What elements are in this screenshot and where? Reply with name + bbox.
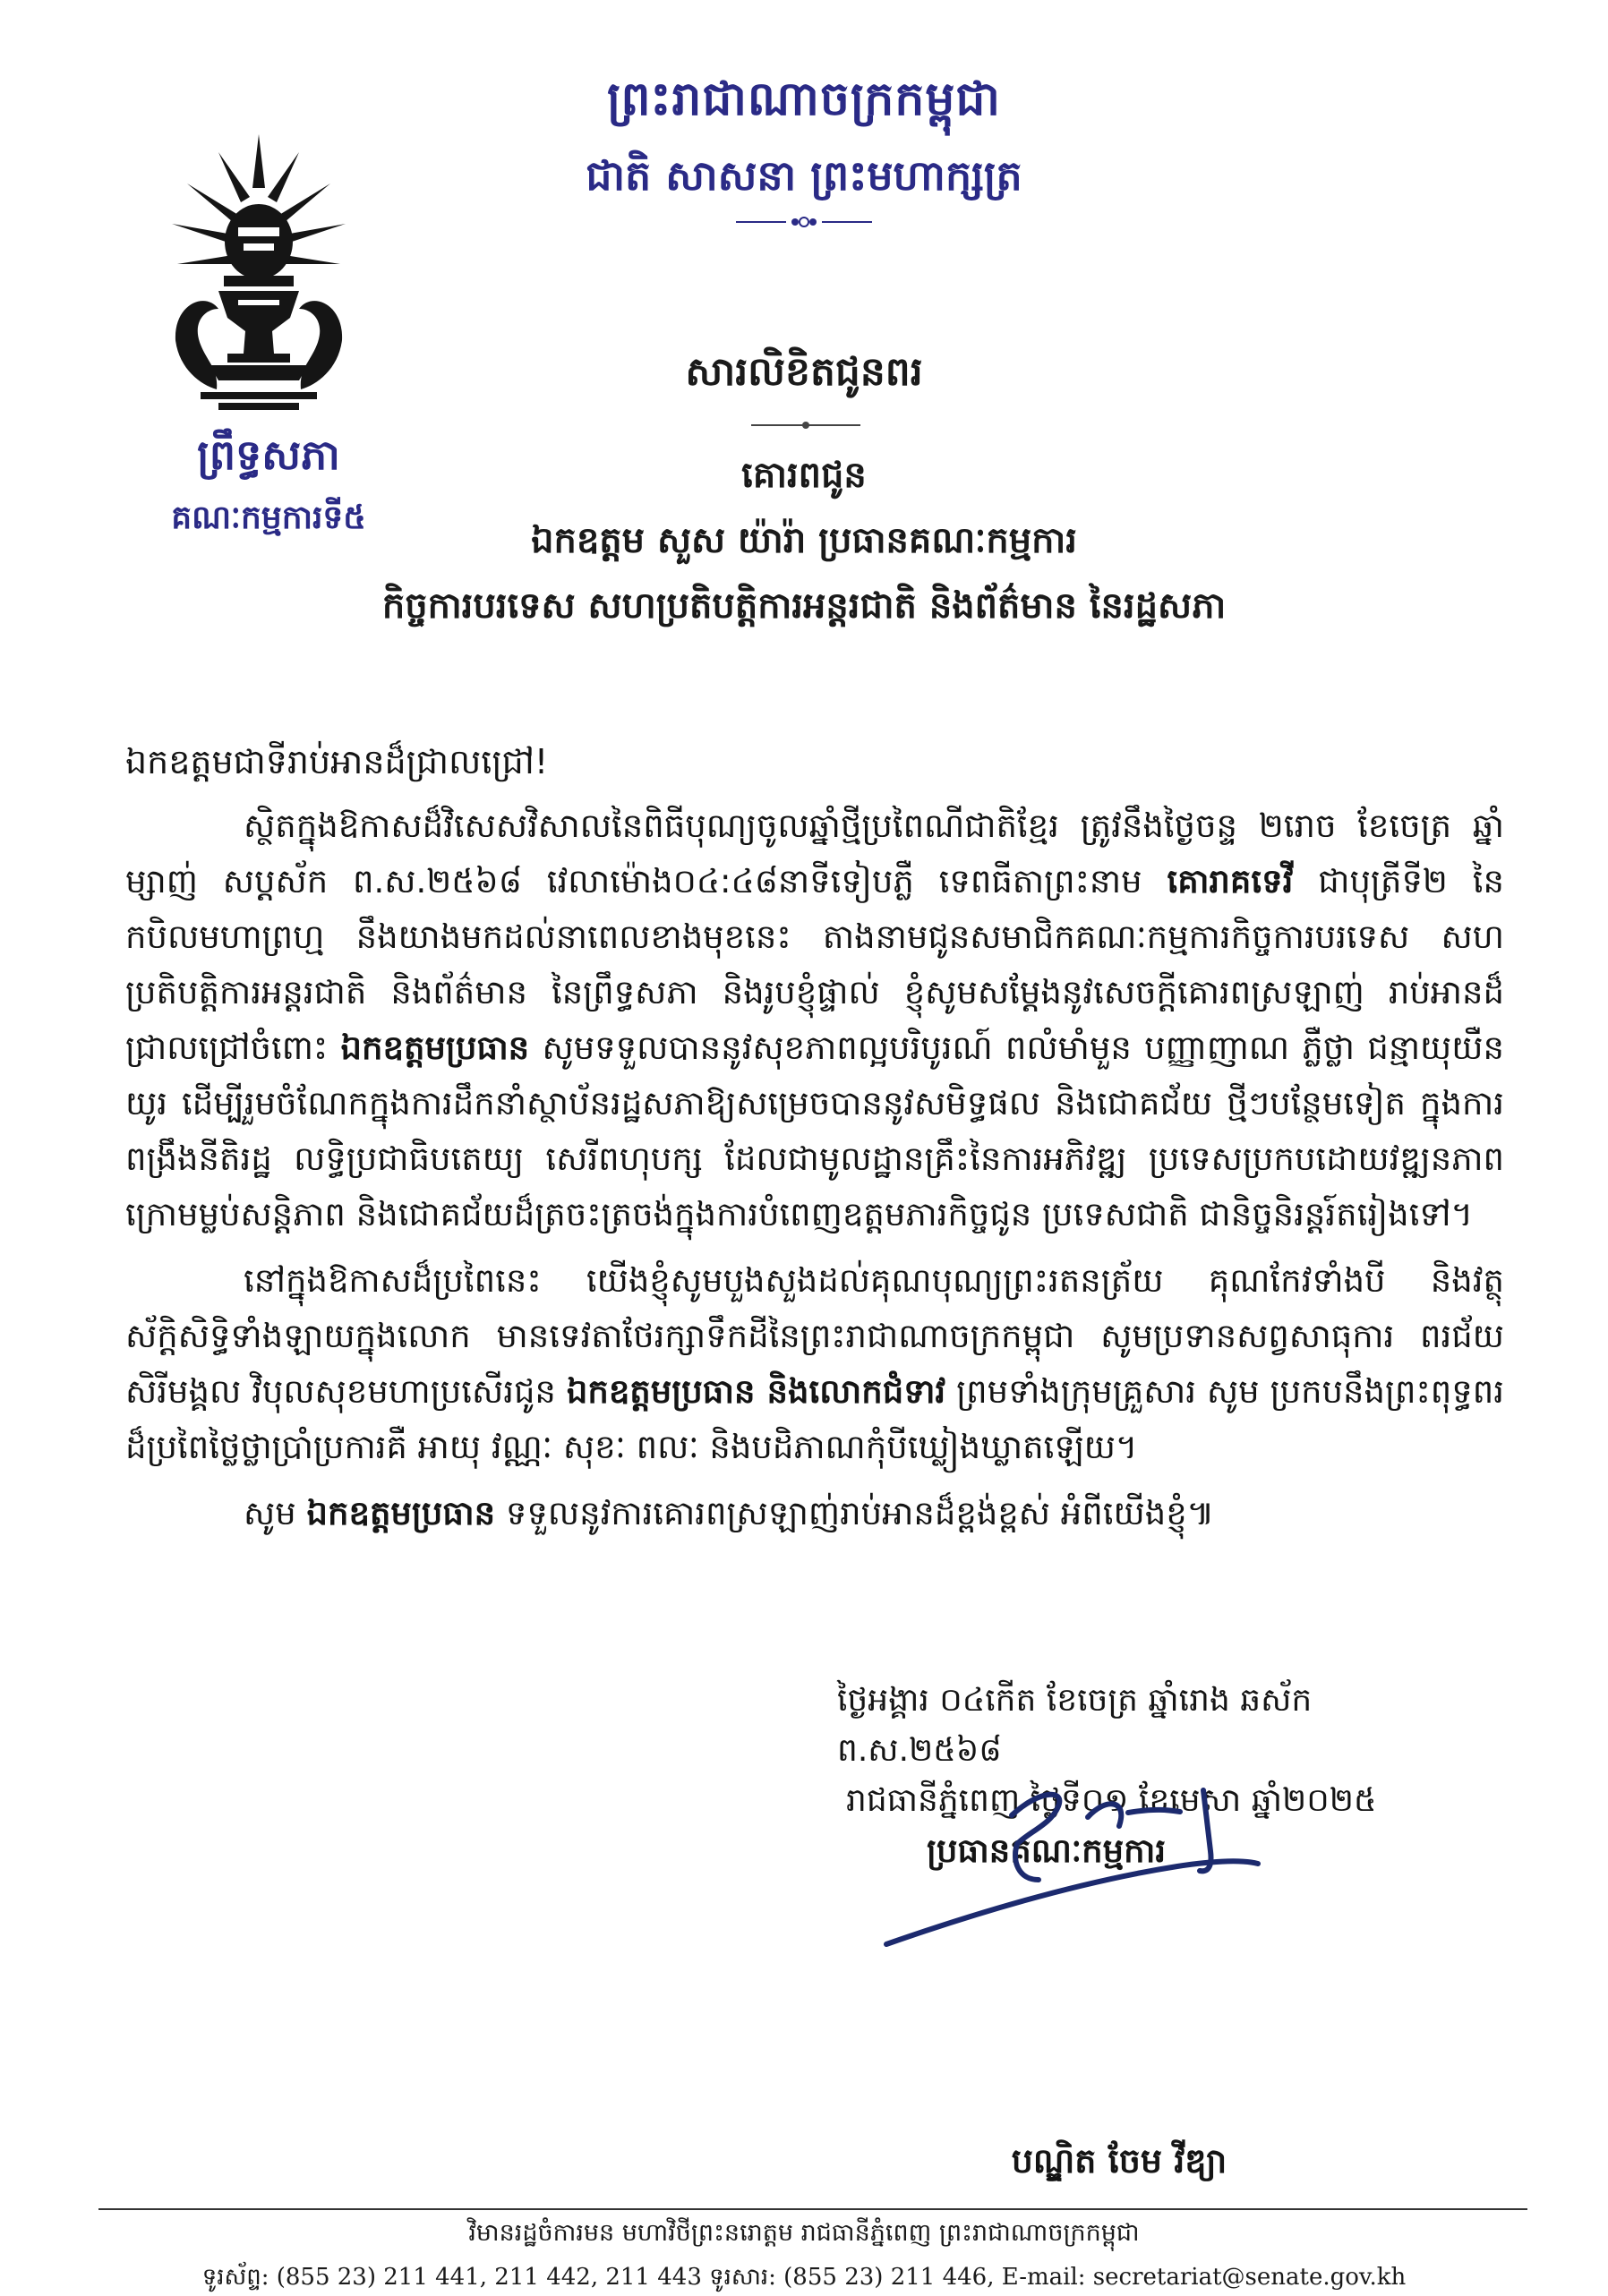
recipient-block bbox=[0, 452, 1608, 636]
letter-body bbox=[125, 734, 1504, 1552]
footer bbox=[0, 2218, 1608, 2296]
recipient-name: ឯកឧត្តម សួស យ៉ារ៉ា ប្រធានគណៈកម្មការ bbox=[531, 520, 1077, 561]
national-motto: ជាតិ សាសនា ព្រះមហាក្សត្រ bbox=[586, 151, 1022, 200]
recipient-committee: កិច្ចការបរទេស សហប្រតិបត្តិការអន្តរជាតិ និងព័ត៌មាន នៃរដ្ឋសភា bbox=[381, 585, 1227, 627]
solar-date: រាជធានីភ្នំពេញ ថ្ងៃទី០១ ខែមេសា ឆ្នាំ២០២៥ bbox=[846, 1782, 1377, 1819]
lunar-date: ថ្ងៃអង្គារ ០៤កើត ខែចេត្រ ឆ្នាំរោង ឆស័ក ព.ស.២៥៦៨ bbox=[837, 1682, 1313, 1769]
title-divider-icon bbox=[748, 419, 864, 431]
paragraph-2: នៅក្នុងឱកាសដ៏ប្រពៃនេះ យើងខ្ញុំសូមបួងសួងដល់គុណបុណ្យព្រះរតនត្រ័យ គុណកែវទាំងបី និងវត្ថុ ស័ក្តិសិទ្ធិទាំងឡាយក្នុងលោក មានទេវតាថែរក្សាទឹកដីនៃព្រះរាជាណាចក្រកម្ពុជា សូមប្រទានសព្វសាធុការ ពរជ័យ សិរីមង្គល វិបុលសុខមហាប្រសើរជូន ឯកឧត្តមប្រធាន និងលោកជំទាវ ព្រមទាំងក្រុមគ្រួសារ សូម ប្រកបនឹងព្រះពុទ្ធពរដ៏ប្រពៃថ្លៃថ្លាប្រាំប្រការគឺ អាយុ វណ្ណៈ សុខៈ ពលៈ និងបដិភាណកុំបីឃ្លៀងឃ្លាតឡើយ។ bbox=[125, 1261, 1504, 1466]
signer-name: បណ្ឌិត ចែម វីឌ្យា bbox=[1011, 2141, 1227, 2181]
senate-name: ព្រឹទ្ធសភា bbox=[197, 431, 340, 479]
paragraph-1: ស្ថិតក្នុងឱកាសដ៏វិសេសវិសាលនៃពិធីបុណ្យចូលឆ្នាំថ្មីប្រពៃណីជាតិខ្មែរ ត្រូវនឹងថ្ងៃចន្ទ ២រោច ខែចេត្រ ឆ្នាំម្សាញ់ សប្តស័ក ព.ស.២៥៦៨ វេលាម៉ោង០៤:៤៨នាទីទៀបភ្លឺ ទេពធីតាព្រះនាម គោរាគទេវី ជាបុត្រីទី២ នៃកបិលមហាព្រហ្ម នឹងយាងមកដល់នាពេលខាងមុខនេះ តាងនាមជូនសមាជិកគណៈកម្មការកិច្ចការបរទេស សហប្រតិបត្តិការអន្តរជាតិ និងព័ត៌មាន នៃព្រឹទ្ធសភា និងរូបខ្ញុំផ្ទាល់ ខ្ញុំសូមសម្តែងនូវសេចក្តីគោរពស្រឡាញ់ រាប់អានដ៏ជ្រាលជ្រៅចំពោះ ឯកឧត្តមប្រធាន សូមទទួលបាននូវសុខភាពល្អបរិបូរណ៍ ពលំមាំមួន បញ្ញាញាណ ភ្លឺថ្លា ជន្មាយុយឺនយូរ ដើម្បីរួមចំណែកក្នុងការដឹកនាំស្ថាប័នរដ្ឋសភាឱ្យសម្រេចបាននូវសមិទ្ធផល និងជោគជ័យ ថ្មីៗបន្ថែមទៀត ក្នុងការពង្រឹងនីតិរដ្ឋ លទ្ធិប្រជាធិបតេយ្យ សេរីពហុបក្ស ដែលជាមូលដ្ឋានគ្រឹះនៃការអភិវឌ្ឍ ប្រទេសប្រកបដោយវឌ្ឍនភាព ក្រោមម្លប់សន្តិភាព និងជោគជ័យដ៏ត្រចះត្រចង់ក្នុងការបំពេញឧត្តមភារកិច្ចជូន ប្រទេសជាតិ ជានិច្ចនិរន្តរ៍តរៀងទៅ។ bbox=[125, 807, 1505, 1233]
footer-address: វិមានរដ្ឋចំការមន មហាវិថីព្រះនរោត្តម រាជធានីភ្នំពេញ ព្រះរាជាណាចក្រកម្ពុជា bbox=[468, 2219, 1140, 2247]
kingdom-name: ព្រះរាជាណាចក្រកម្ពុជា bbox=[607, 73, 1001, 126]
paragraph-3: សូម ឯកឧត្តមប្រធាន ទទួលនូវការគោរពស្រឡាញ់រាប់អានដ៏ខ្ពង់ខ្ពស់ អំពីយើងខ្ញុំ៕ bbox=[244, 1494, 1215, 1532]
salutation: ឯកឧត្តមជាទីរាប់អានដ៏ជ្រាលជ្រៅ! bbox=[125, 742, 549, 781]
letter-title: សារលិខិតជូនពរ bbox=[685, 349, 923, 395]
handwritten-signature-icon bbox=[860, 1745, 1307, 2014]
recipient-prefix: គោរពជូន bbox=[741, 455, 867, 496]
signer-role: ប្រធានគណៈកម្មការ bbox=[927, 1831, 1167, 1870]
footer-contacts: ទូរស័ព្ទ: (855 23) 211 441, 211 442, 211 443 ទូរសារ: (855 23) 211 446, E-mail: secretariat@senate.gov.kh bbox=[201, 2264, 1407, 2291]
ornament-divider-icon bbox=[732, 213, 876, 231]
commission-name: គណៈកម្មការទី៥ bbox=[171, 499, 366, 536]
footer-divider bbox=[98, 2208, 1527, 2210]
